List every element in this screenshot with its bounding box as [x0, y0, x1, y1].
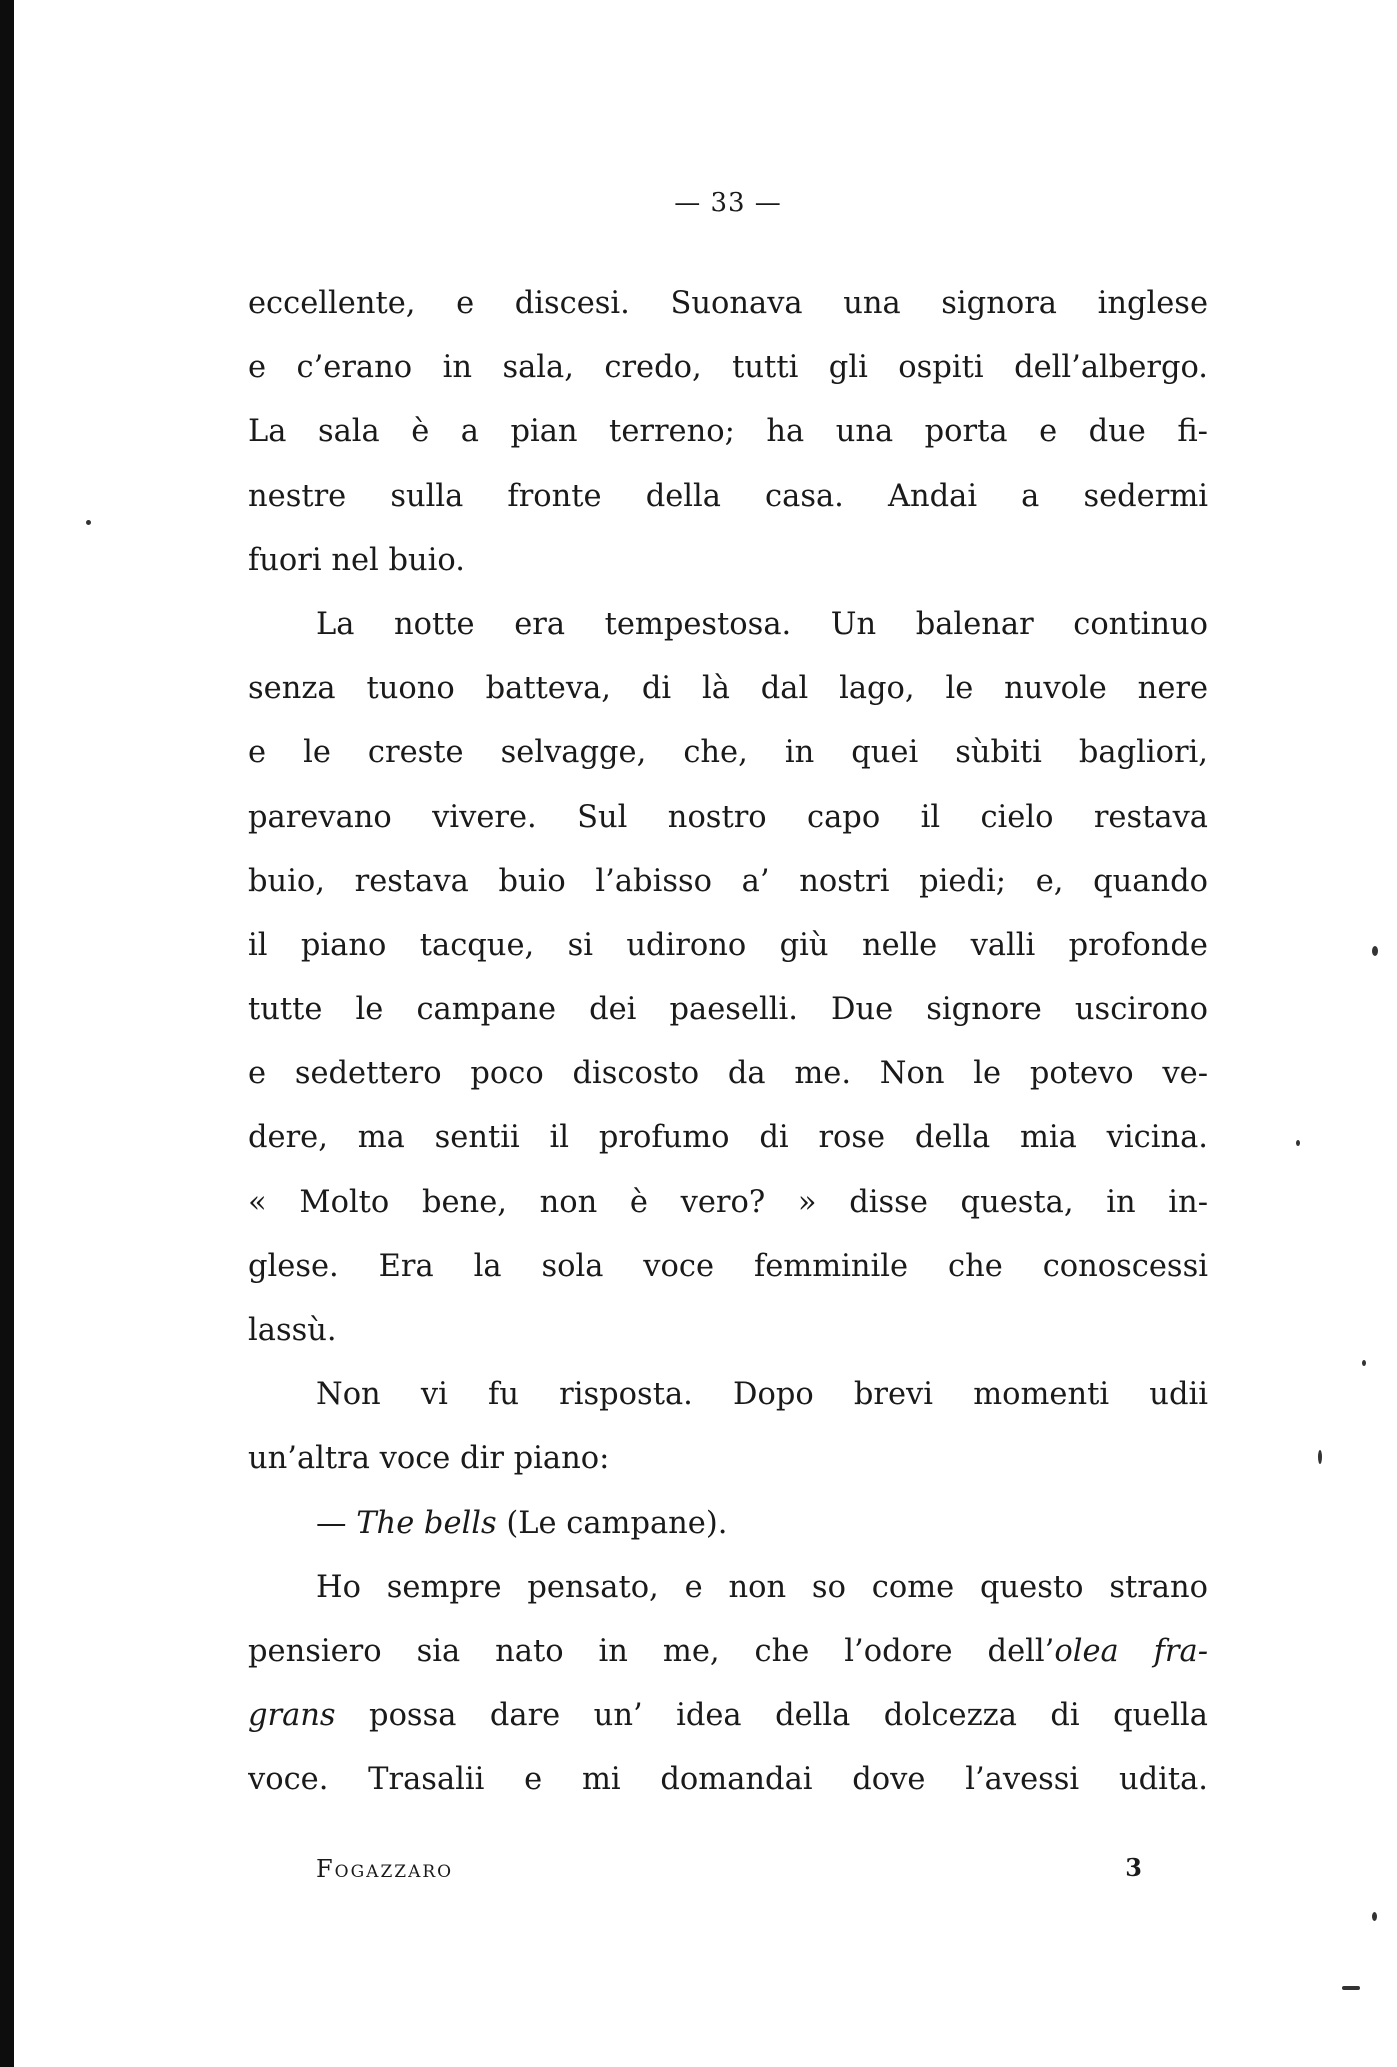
italic-term: olea fra- [1054, 1633, 1208, 1669]
body-text [248, 272, 1208, 1813]
dialogue-dash: — [316, 1505, 357, 1541]
text-line: parevano vivere. Sul nostro capo il cielo restava [248, 799, 1208, 835]
text-line: Ho sempre pensato, e non so come questo strano [316, 1569, 1208, 1605]
text-span: pensiero sia nato in me, che l’odore dell’ [248, 1633, 1055, 1669]
text-line: dere, ma sentii il profumo di rose della mia vicina. [248, 1120, 1208, 1156]
text-line: un’altra voce dir piano: [248, 1441, 610, 1477]
text-line: Non vi fu risposta. Dopo brevi momenti udii [316, 1377, 1208, 1413]
text-line: nestre sulla fronte della casa. Andai a sedermi [248, 478, 1208, 514]
text-line: senza tuono batteva, di là dal lago, le nuvole nere [248, 671, 1208, 707]
page-number-header: — 33 — [674, 188, 782, 218]
text-line [248, 1684, 1208, 1748]
scan-speck [1318, 1450, 1322, 1464]
text-line: La notte era tempestosa. Un balenar continuo [316, 606, 1208, 642]
text-line: « Molto bene, non è vero? » disse questa, in in- [248, 1184, 1208, 1220]
text-line: glese. Era la sola voce femminile che conoscessi [248, 1248, 1208, 1284]
dialogue-line [248, 1492, 1208, 1556]
signature-mark: 3 [1125, 1853, 1142, 1882]
dialogue-translation: (Le campane). [496, 1505, 728, 1541]
text-line: fuori nel buio. [248, 542, 465, 578]
text-line: buio, restava buio l’abisso a’ nostri piedi; e, quando [248, 863, 1208, 899]
scan-speck [1372, 1912, 1377, 1921]
text-line: e le creste selvagge, che, in quei sùbiti bagliori, [248, 735, 1208, 771]
text-line: lassù. [248, 1313, 337, 1348]
scan-speck [1372, 946, 1378, 956]
scan-speck [1362, 1360, 1366, 1366]
text-line: e sedettero poco discosto da me. Non le potevo ve- [248, 1056, 1208, 1092]
scan-speck [1342, 1986, 1360, 1990]
text-line: tutte le campane dei paeselli. Due signore uscirono [248, 992, 1208, 1028]
author-footer: Fogazzaro [316, 1855, 454, 1883]
text-line: e c’erano in sala, credo, tutti gli ospiti dell’albergo. [248, 350, 1208, 386]
scan-speck [1296, 1140, 1300, 1146]
book-page [248, 0, 1208, 2067]
page-footer [248, 1855, 1208, 1895]
text-line: il piano tacque, si udirono giù nelle valli profonde [248, 927, 1208, 963]
italic-title: The bells [356, 1505, 497, 1541]
scan-speck [86, 520, 91, 525]
text-line [248, 1620, 1208, 1684]
text-line: La sala è a pian terreno; ha una porta e due fi- [248, 414, 1208, 450]
binding-edge [0, 0, 14, 2067]
text-line: voce. Trasalii e mi domandai dove l’avessi udita. [248, 1762, 1208, 1798]
text-line: eccellente, e discesi. Suonava una signora inglese [248, 286, 1208, 321]
italic-term: grans [248, 1698, 336, 1734]
text-span: possa dare un’ idea della dolcezza di quella [335, 1698, 1208, 1734]
